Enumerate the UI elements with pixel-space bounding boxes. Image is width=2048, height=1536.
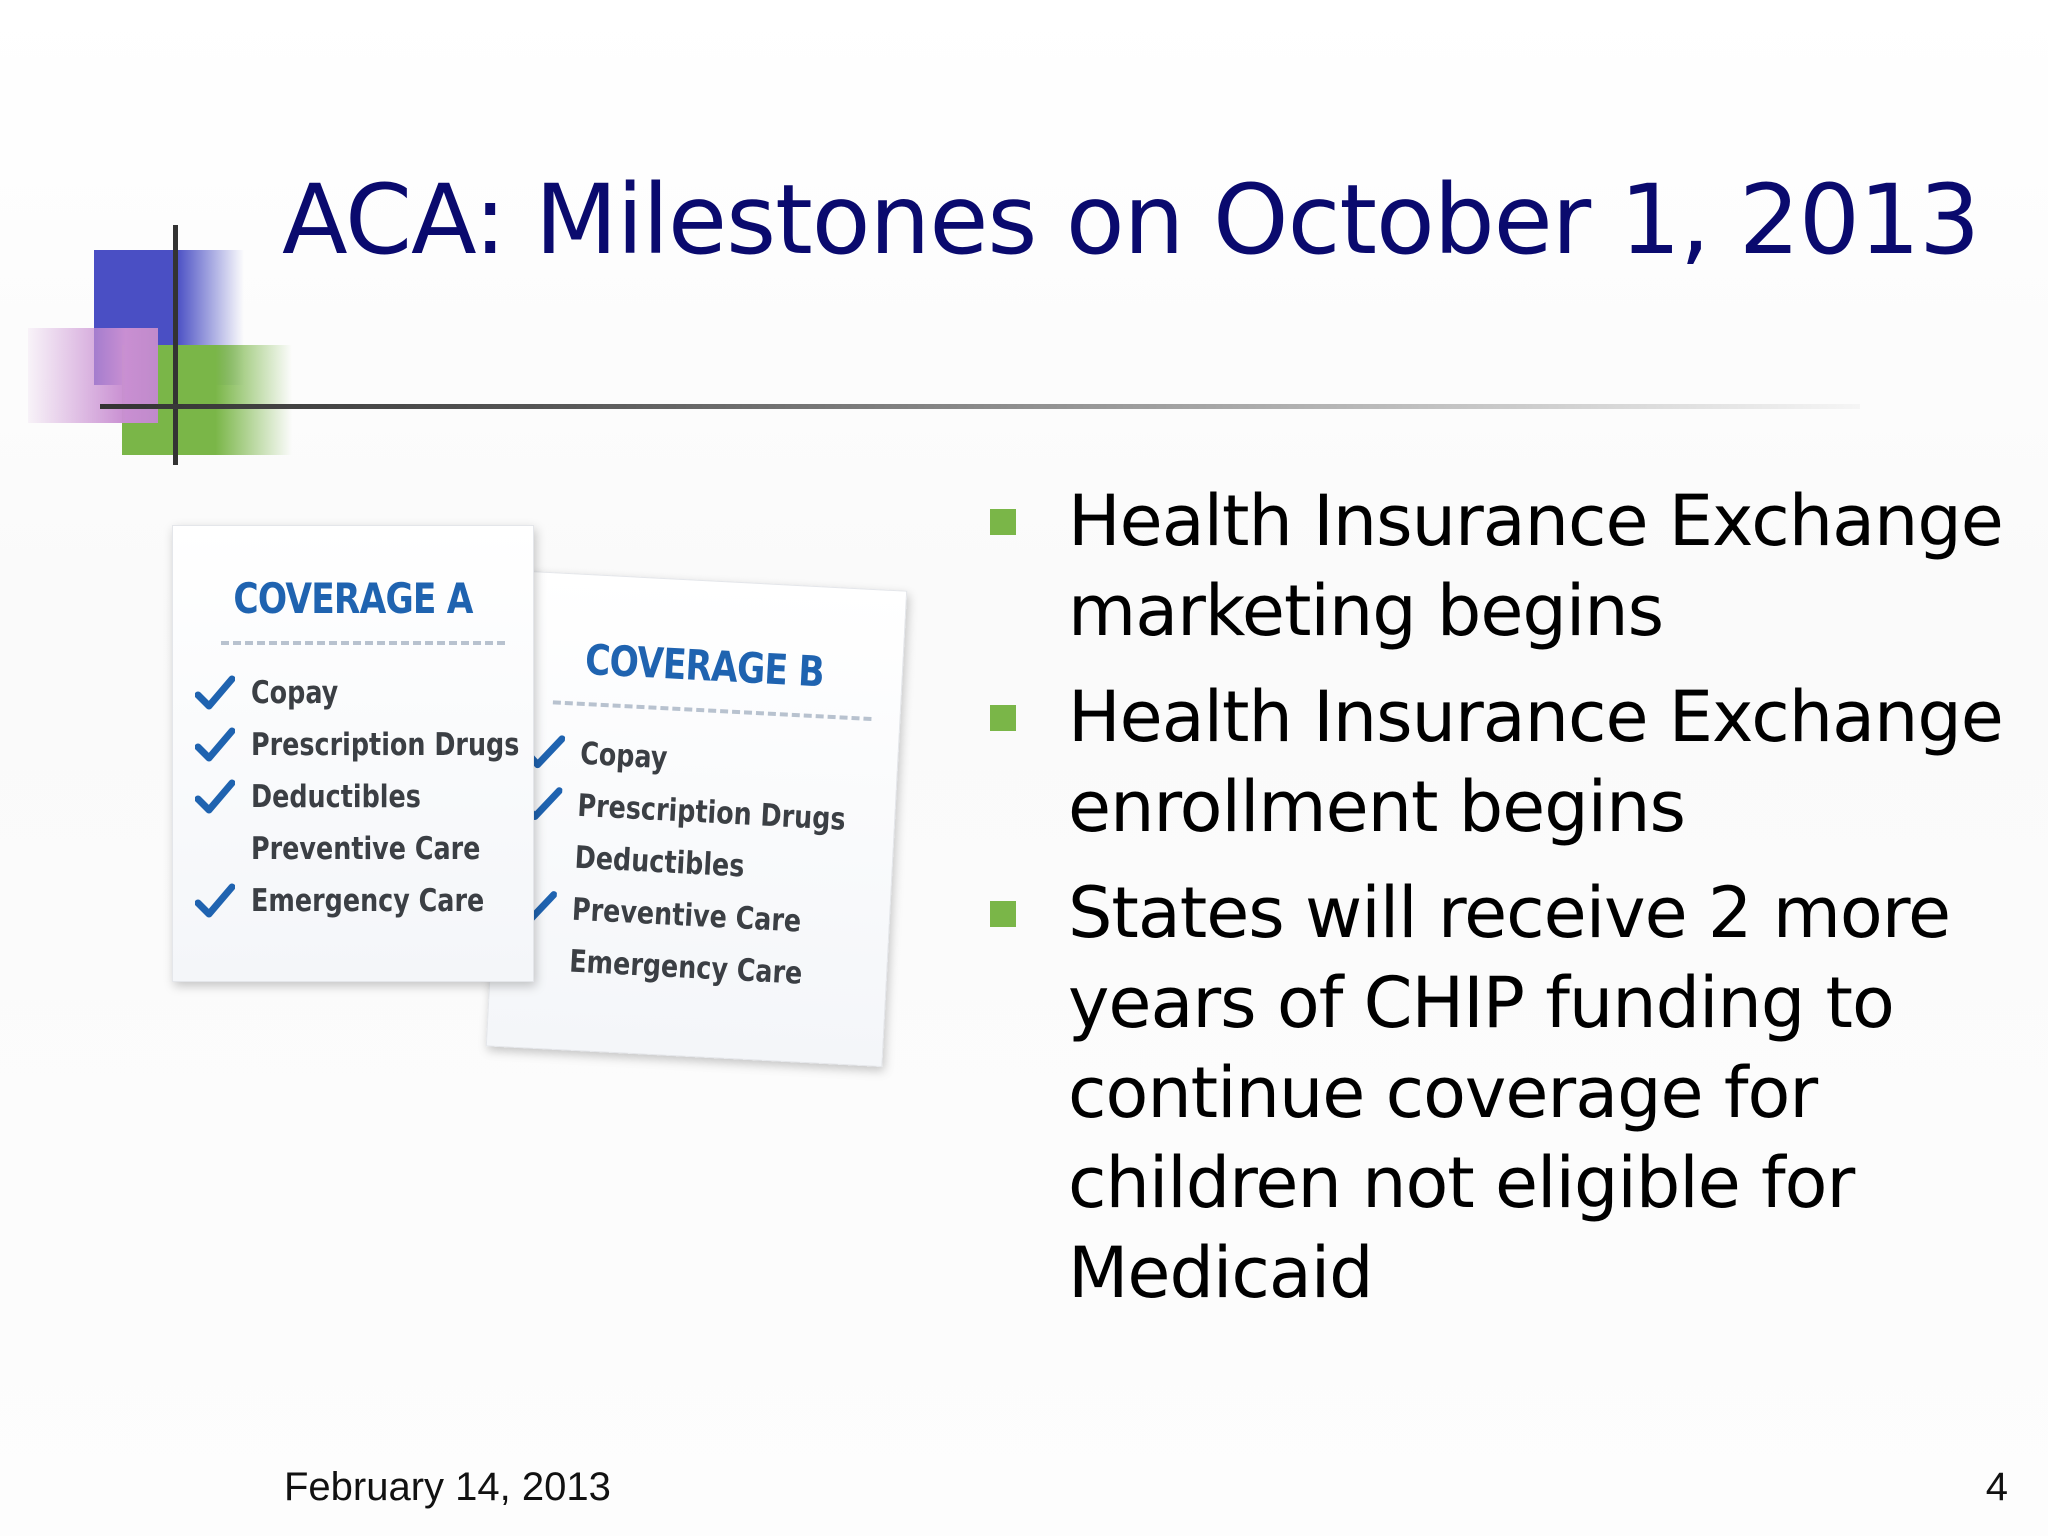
coverage-b-item-label: Deductibles (573, 839, 746, 885)
title-underline (100, 404, 1860, 409)
coverage-a-title: COVERAGE A (233, 574, 473, 623)
coverage-a-list (173, 667, 533, 927)
checkmark-icon (195, 883, 235, 919)
square-bullet-icon (990, 705, 1016, 731)
square-bullet-icon (990, 509, 1016, 535)
coverage-a-item-label: Emergency Care (251, 883, 485, 919)
coverage-a-item (193, 771, 533, 823)
card-divider (221, 641, 505, 645)
bullet-text: Health Insurance Exchange marketing begins (1068, 480, 2003, 652)
checkmark-icon (195, 779, 235, 815)
coverage-a-item (193, 875, 533, 927)
checkmark-icon (195, 675, 235, 711)
bullet-text: States will receive 2 more years of CHIP funding to continue coverage for children not eligible for Medicaid (1068, 872, 1951, 1314)
coverage-b-item-label: Copay (579, 735, 669, 777)
coverage-a-item (193, 719, 533, 771)
coverage-a-item-label: Preventive Care (251, 831, 481, 867)
checkmark-icon (195, 727, 235, 763)
card-divider (553, 700, 872, 721)
footer-date: February 14, 2013 (284, 1465, 611, 1509)
coverage-a-item-label: Copay (251, 675, 339, 711)
coverage-a-item (193, 823, 533, 875)
slide-title: ACA: Milestones on October 1, 2013 (282, 164, 1980, 276)
coverage-b-card (486, 570, 907, 1067)
coverage-a-item (193, 667, 533, 719)
bullet-text: Health Insurance Exchange enrollment begins (1068, 676, 2003, 848)
square-bullet-icon (990, 901, 1016, 927)
decorative-vertical-line (173, 225, 178, 465)
coverage-b-title: COVERAGE B (583, 634, 826, 697)
coverage-a-item-label: Deductibles (251, 779, 421, 815)
coverage-a-item-label: Prescription Drugs (251, 727, 520, 763)
coverage-b-item-label: Emergency Care (568, 943, 804, 992)
page-number: 4 (1985, 1465, 2008, 1509)
coverage-a-card (172, 525, 534, 982)
coverage-b-item-label: Preventive Care (571, 891, 803, 940)
coverage-b-item-label: Prescription Drugs (576, 787, 847, 838)
